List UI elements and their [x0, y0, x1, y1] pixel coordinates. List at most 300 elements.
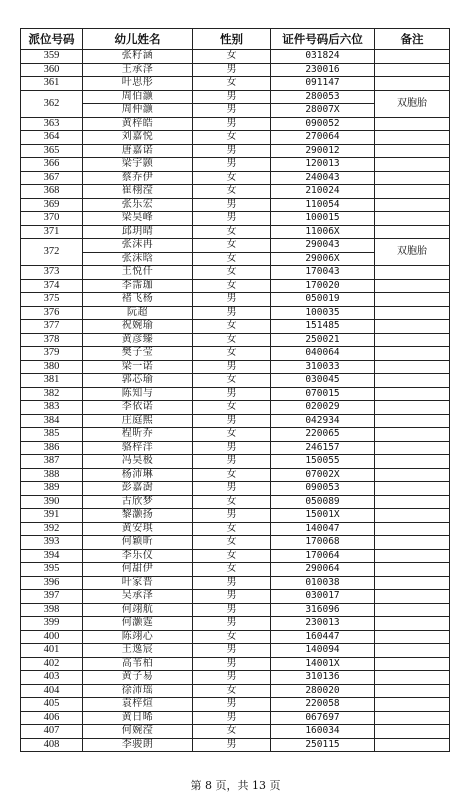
cell-name: 程昕乔 [83, 428, 193, 442]
cell-name: 崔栩滢 [83, 185, 193, 199]
cell-gender: 女 [193, 522, 271, 536]
table-row [21, 455, 450, 469]
cell-gender: 女 [193, 77, 271, 91]
cell-no: 391 [21, 509, 83, 523]
cell-no: 389 [21, 482, 83, 496]
table-row [21, 144, 450, 158]
table-row [21, 441, 450, 455]
cell-no: 404 [21, 684, 83, 698]
cell-no: 398 [21, 603, 83, 617]
cell-note [375, 131, 450, 145]
cell-no: 372 [21, 239, 83, 266]
cell-name: 张沫冉 [83, 239, 193, 253]
table-row [21, 131, 450, 145]
cell-note: 双胞胎 [375, 239, 450, 266]
cell-no: 376 [21, 306, 83, 320]
cell-note [375, 657, 450, 671]
table-row [21, 333, 450, 347]
cell-note [375, 158, 450, 172]
cell-gender: 女 [193, 428, 271, 442]
cell-gender: 男 [193, 441, 271, 455]
cell-note [375, 738, 450, 752]
cell-name: 祝婉瑜 [83, 320, 193, 334]
cell-no: 406 [21, 711, 83, 725]
table-row [21, 603, 450, 617]
cell-name: 张籽涵 [83, 50, 193, 64]
table-row [21, 590, 450, 604]
cell-id: 230013 [271, 617, 375, 631]
cell-id: 091147 [271, 77, 375, 91]
cell-no: 365 [21, 144, 83, 158]
table-row [21, 482, 450, 496]
cell-note [375, 185, 450, 199]
cell-name: 黄安琪 [83, 522, 193, 536]
cell-no: 360 [21, 63, 83, 77]
cell-id: 240043 [271, 171, 375, 185]
cell-gender: 女 [193, 131, 271, 145]
cell-gender: 女 [193, 374, 271, 388]
table-row [21, 198, 450, 212]
cell-no: 374 [21, 279, 83, 293]
table-row [21, 725, 450, 739]
table-row [21, 387, 450, 401]
cell-gender: 男 [193, 657, 271, 671]
cell-id: 220065 [271, 428, 375, 442]
table-row [21, 212, 450, 226]
table-row [21, 698, 450, 712]
cell-no: 395 [21, 563, 83, 577]
cell-no: 402 [21, 657, 83, 671]
header-row [21, 29, 450, 50]
cell-gender: 男 [193, 711, 271, 725]
table-row [21, 347, 450, 361]
cell-note [375, 212, 450, 226]
cell-id: 090052 [271, 117, 375, 131]
cell-id: 040064 [271, 347, 375, 361]
cell-name: 李依诺 [83, 401, 193, 415]
cell-no: 371 [21, 225, 83, 239]
header-no: 派位号码 [21, 29, 83, 50]
cell-gender: 男 [193, 144, 271, 158]
cell-name: 陈知与 [83, 387, 193, 401]
table-row [21, 617, 450, 631]
cell-id: 11006X [271, 225, 375, 239]
cell-id: 28007X [271, 104, 375, 118]
cell-name: 叶思彤 [83, 77, 193, 91]
cell-id: 15001X [271, 509, 375, 523]
header-name: 幼儿姓名 [83, 29, 193, 50]
table-row [21, 306, 450, 320]
cell-id: 140094 [271, 644, 375, 658]
cell-gender: 男 [193, 360, 271, 374]
header-id: 证件号码后六位 [271, 29, 375, 50]
cell-id: 07002X [271, 468, 375, 482]
cell-gender: 男 [193, 104, 271, 118]
cell-no: 364 [21, 131, 83, 145]
cell-id: 170064 [271, 549, 375, 563]
cell-no: 382 [21, 387, 83, 401]
cell-id: 310136 [271, 671, 375, 685]
cell-no: 370 [21, 212, 83, 226]
cell-id: 250021 [271, 333, 375, 347]
cell-id: 14001X [271, 657, 375, 671]
cell-no: 393 [21, 536, 83, 550]
cell-note [375, 711, 450, 725]
table-row [21, 644, 450, 658]
cell-id: 170043 [271, 266, 375, 280]
cell-id: 290043 [271, 239, 375, 253]
cell-note [375, 171, 450, 185]
cell-no: 377 [21, 320, 83, 334]
roster-sheet [20, 28, 449, 752]
cell-note [375, 684, 450, 698]
cell-gender: 男 [193, 293, 271, 307]
cell-note [375, 401, 450, 415]
cell-name: 阮超 [83, 306, 193, 320]
table-row [21, 522, 450, 536]
cell-no: 388 [21, 468, 83, 482]
cell-id: 050089 [271, 495, 375, 509]
cell-name: 杨沛琳 [83, 468, 193, 482]
cell-id: 290012 [271, 144, 375, 158]
cell-gender: 男 [193, 644, 271, 658]
cell-gender: 女 [193, 320, 271, 334]
cell-gender: 男 [193, 63, 271, 77]
cell-gender: 男 [193, 738, 271, 752]
cell-note [375, 279, 450, 293]
cell-id: 170068 [271, 536, 375, 550]
cell-gender: 男 [193, 590, 271, 604]
cell-note [375, 198, 450, 212]
cell-name: 何婉滢 [83, 725, 193, 739]
header-gender: 性别 [193, 29, 271, 50]
cell-name: 王承泽 [83, 63, 193, 77]
cell-gender: 女 [193, 347, 271, 361]
table-row [21, 77, 450, 91]
cell-no: 405 [21, 698, 83, 712]
cell-note [375, 455, 450, 469]
table-row [21, 401, 450, 415]
cell-id: 316096 [271, 603, 375, 617]
cell-id: 100035 [271, 306, 375, 320]
table-row [21, 428, 450, 442]
cell-name: 冯昊极 [83, 455, 193, 469]
cell-id: 050019 [271, 293, 375, 307]
cell-name: 樊子莹 [83, 347, 193, 361]
table-row [21, 684, 450, 698]
table-row [21, 536, 450, 550]
cell-note [375, 495, 450, 509]
cell-no: 386 [21, 441, 83, 455]
table-row [21, 239, 450, 253]
table-row [21, 360, 450, 374]
cell-no: 362 [21, 90, 83, 117]
cell-name: 徐沛瑶 [83, 684, 193, 698]
table-row [21, 293, 450, 307]
cell-name: 张沫晗 [83, 252, 193, 266]
cell-note [375, 482, 450, 496]
cell-no: 394 [21, 549, 83, 563]
cell-note [375, 428, 450, 442]
cell-no: 396 [21, 576, 83, 590]
cell-note [375, 468, 450, 482]
table-row [21, 509, 450, 523]
cell-id: 151485 [271, 320, 375, 334]
cell-name: 何翊航 [83, 603, 193, 617]
cell-id: 030045 [271, 374, 375, 388]
header-note: 备注 [375, 29, 450, 50]
cell-name: 叶家晋 [83, 576, 193, 590]
cell-no: 387 [21, 455, 83, 469]
cell-no: 401 [21, 644, 83, 658]
cell-gender: 男 [193, 455, 271, 469]
cell-id: 280020 [271, 684, 375, 698]
cell-id: 100015 [271, 212, 375, 226]
cell-name: 梁宇颢 [83, 158, 193, 172]
cell-name: 古欣梦 [83, 495, 193, 509]
cell-id: 120013 [271, 158, 375, 172]
cell-id: 29006X [271, 252, 375, 266]
table-row [21, 320, 450, 334]
table-body [21, 50, 450, 752]
cell-gender: 女 [193, 495, 271, 509]
table-row [21, 90, 450, 104]
cell-name: 黄子易 [83, 671, 193, 685]
cell-name: 黄彦臻 [83, 333, 193, 347]
cell-name: 张乐宏 [83, 198, 193, 212]
cell-id: 210024 [271, 185, 375, 199]
cell-no: 385 [21, 428, 83, 442]
cell-note [375, 576, 450, 590]
cell-id: 160034 [271, 725, 375, 739]
cell-gender: 女 [193, 171, 271, 185]
cell-no: 378 [21, 333, 83, 347]
cell-note [375, 333, 450, 347]
cell-id: 110054 [271, 198, 375, 212]
cell-name: 吴承泽 [83, 590, 193, 604]
table-row [21, 711, 450, 725]
cell-note [375, 266, 450, 280]
table-row [21, 185, 450, 199]
cell-note [375, 293, 450, 307]
cell-id: 160447 [271, 630, 375, 644]
cell-no: 390 [21, 495, 83, 509]
cell-gender: 女 [193, 252, 271, 266]
page-footer: 第 8 页，共 13 页 [190, 779, 281, 792]
cell-note [375, 347, 450, 361]
cell-no: 366 [21, 158, 83, 172]
cell-gender: 女 [193, 225, 271, 239]
table-row [21, 158, 450, 172]
cell-gender: 女 [193, 549, 271, 563]
table-row [21, 50, 450, 64]
cell-gender: 男 [193, 576, 271, 590]
cell-note [375, 117, 450, 131]
cell-name: 梁昊峰 [83, 212, 193, 226]
table-row [21, 495, 450, 509]
table-row [21, 63, 450, 77]
cell-name: 唐嘉诺 [83, 144, 193, 158]
cell-id: 010038 [271, 576, 375, 590]
cell-name: 何灏霆 [83, 617, 193, 631]
cell-gender: 女 [193, 266, 271, 280]
cell-no: 368 [21, 185, 83, 199]
cell-gender: 女 [193, 536, 271, 550]
cell-name: 刘嘉悦 [83, 131, 193, 145]
cell-id: 290064 [271, 563, 375, 577]
cell-name: 邱玥晴 [83, 225, 193, 239]
cell-gender: 男 [193, 482, 271, 496]
cell-gender: 女 [193, 239, 271, 253]
table-row [21, 738, 450, 752]
cell-name: 何颖昕 [83, 536, 193, 550]
cell-name: 李骏朗 [83, 738, 193, 752]
cell-id: 090053 [271, 482, 375, 496]
cell-gender: 男 [193, 306, 271, 320]
cell-id: 250115 [271, 738, 375, 752]
cell-gender: 男 [193, 90, 271, 104]
cell-no: 381 [21, 374, 83, 388]
cell-no: 400 [21, 630, 83, 644]
cell-id: 280053 [271, 90, 375, 104]
cell-id: 246157 [271, 441, 375, 455]
cell-name: 王悦仟 [83, 266, 193, 280]
cell-id: 020029 [271, 401, 375, 415]
cell-note [375, 387, 450, 401]
cell-no: 367 [21, 171, 83, 185]
cell-note [375, 590, 450, 604]
cell-id: 042934 [271, 414, 375, 428]
cell-gender: 女 [193, 468, 271, 482]
cell-gender: 女 [193, 725, 271, 739]
cell-note: 双胞胎 [375, 90, 450, 117]
cell-name: 陈翊心 [83, 630, 193, 644]
cell-gender: 女 [193, 185, 271, 199]
cell-note [375, 549, 450, 563]
table-row [21, 576, 450, 590]
cell-note [375, 522, 450, 536]
cell-id: 230016 [271, 63, 375, 77]
table-row [21, 549, 450, 563]
cell-gender: 女 [193, 401, 271, 415]
cell-note [375, 509, 450, 523]
cell-id: 150055 [271, 455, 375, 469]
cell-gender: 女 [193, 563, 271, 577]
cell-no: 363 [21, 117, 83, 131]
cell-gender: 女 [193, 279, 271, 293]
cell-note [375, 360, 450, 374]
cell-no: 384 [21, 414, 83, 428]
cell-note [375, 671, 450, 685]
table-row [21, 563, 450, 577]
cell-note [375, 144, 450, 158]
table-row [21, 657, 450, 671]
cell-note [375, 698, 450, 712]
roster-table [20, 28, 450, 752]
cell-note [375, 617, 450, 631]
cell-gender: 女 [193, 630, 271, 644]
cell-id: 310033 [271, 360, 375, 374]
cell-name: 黎灏扬 [83, 509, 193, 523]
cell-id: 031824 [271, 50, 375, 64]
cell-id: 140047 [271, 522, 375, 536]
cell-name: 庄庭熙 [83, 414, 193, 428]
cell-note [375, 630, 450, 644]
table-row [21, 225, 450, 239]
table-row [21, 266, 450, 280]
cell-name: 周仲灏 [83, 104, 193, 118]
cell-gender: 女 [193, 684, 271, 698]
cell-no: 369 [21, 198, 83, 212]
cell-note [375, 414, 450, 428]
cell-gender: 女 [193, 333, 271, 347]
cell-name: 蔡乔伊 [83, 171, 193, 185]
cell-name: 李霈珈 [83, 279, 193, 293]
cell-name: 梁一诺 [83, 360, 193, 374]
table-row [21, 630, 450, 644]
cell-note [375, 536, 450, 550]
cell-note [375, 306, 450, 320]
cell-no: 383 [21, 401, 83, 415]
cell-gender: 男 [193, 698, 271, 712]
cell-name: 郭芯瑜 [83, 374, 193, 388]
table-row [21, 468, 450, 482]
cell-name: 黄日晞 [83, 711, 193, 725]
cell-no: 359 [21, 50, 83, 64]
cell-name: 褚飞杨 [83, 293, 193, 307]
cell-gender: 男 [193, 509, 271, 523]
cell-no: 403 [21, 671, 83, 685]
cell-no: 361 [21, 77, 83, 91]
cell-no: 373 [21, 266, 83, 280]
cell-note [375, 63, 450, 77]
table-row [21, 374, 450, 388]
cell-gender: 男 [193, 617, 271, 631]
cell-no: 408 [21, 738, 83, 752]
table-row [21, 414, 450, 428]
cell-gender: 男 [193, 117, 271, 131]
cell-no: 399 [21, 617, 83, 631]
cell-gender: 男 [193, 603, 271, 617]
cell-name: 黄梓皓 [83, 117, 193, 131]
table-row [21, 171, 450, 185]
cell-name: 骆梓洋 [83, 441, 193, 455]
cell-name: 何甜伊 [83, 563, 193, 577]
table-row [21, 117, 450, 131]
cell-note [375, 225, 450, 239]
cell-note [375, 563, 450, 577]
table-row [21, 279, 450, 293]
cell-note [375, 441, 450, 455]
cell-no: 397 [21, 590, 83, 604]
cell-name: 李乐仪 [83, 549, 193, 563]
cell-no: 392 [21, 522, 83, 536]
cell-name: 袁梓煊 [83, 698, 193, 712]
cell-note [375, 50, 450, 64]
cell-gender: 男 [193, 414, 271, 428]
cell-id: 220058 [271, 698, 375, 712]
cell-no: 379 [21, 347, 83, 361]
cell-gender: 男 [193, 671, 271, 685]
cell-note [375, 725, 450, 739]
cell-name: 王逸宸 [83, 644, 193, 658]
cell-id: 170020 [271, 279, 375, 293]
cell-note [375, 320, 450, 334]
cell-name: 彭嘉澍 [83, 482, 193, 496]
cell-gender: 女 [193, 50, 271, 64]
cell-no: 375 [21, 293, 83, 307]
cell-id: 067697 [271, 711, 375, 725]
